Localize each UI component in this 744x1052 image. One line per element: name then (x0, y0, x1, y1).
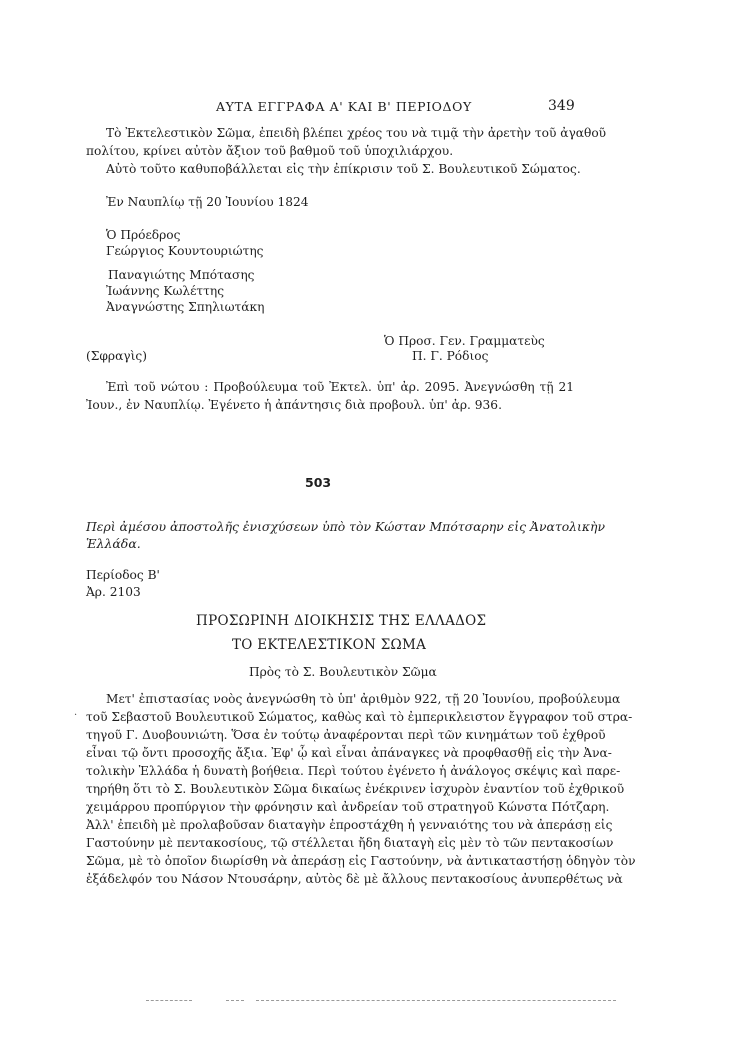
seal-note: (Σφραγὶς) (86, 349, 147, 363)
body-line-6: τηρήθη ὅτι τὸ Σ. Βουλευτικὸν Σῶμα δικαίως ἐνέκρινεν ἰσχυρὸν ἐναντίον τοῦ ἐχθρικοῦ (86, 782, 625, 796)
subject-line1: Περὶ ἀμέσου ἀποστολῆς ἐνισχύσεων ὑπὸ τὸν Κώσταν Μπότσαρην εἰς Ἀνατολικὴν (86, 519, 605, 534)
addressee-line: Πρὸς τὸ Σ. Βουλευτικὸν Σῶμα (249, 665, 437, 679)
running-header-title: ΑΥΤΑ ΕΓΓΡΑΦΑ Α' ΚΑΙ Β' ΠΕΡΙΟΔΟΥ (216, 99, 472, 114)
body-line-10: Σῶμα, μὲ τὸ ὁποῖον διωρίσθη νὰ ἀπεράσῃ εἰς Γαστούνην, νὰ ἀντικαταστήσῃ ὁδηγὸν τὸν (86, 854, 636, 868)
scan-artifact-line-3 (256, 1000, 616, 1001)
member-name-1: Παναγιώτης Μπότασης (108, 268, 255, 282)
body-line-1: Μετ' ἐπιστασίας νοὸς ἀνεγνώσθη τὸ ὑπ' ἀριθμὸν 922, τῇ 20 Ἰουνίου, προβούλευμα (106, 692, 621, 706)
member-name-3: Ἀναγνώστης Σπηλιωτάκη (106, 300, 265, 314)
body-line-11: ἐξάδελφόν του Νάσον Ντουσάρην, αὐτὸς δὲ μὲ ἄλλους πεντακοσίους ἀνυπερθέτως νὰ (86, 872, 623, 886)
president-name: Γεώργιος Κουντουριώτης (106, 244, 264, 258)
margin-mark: · (74, 710, 78, 721)
secretary-name: Π. Γ. Ρόδιος (412, 349, 489, 363)
body-line-8: Ἀλλ' ἐπειδὴ μὲ προλαβοῦσαν διαταγὴν ἐπροστάχθη ἡ γενναιότης του νὰ ἀπεράσῃ εἰς (86, 818, 613, 832)
page-number: 349 (548, 98, 575, 114)
heading-government: ΠΡΟΣΩΡΙΝΗ ΔΙΟΙΚΗΣΙΣ ΤΗΣ ΕΛΛΑΔΟΣ (196, 613, 487, 629)
period-label: Περίοδος Β' (86, 568, 160, 582)
president-title: Ὁ Πρόεδρος (106, 228, 181, 242)
prev-para2: Αὐτὸ τοῦτο καθυποβάλλεται εἰς τὴν ἐπίκρισιν τοῦ Σ. Βουλευτικοῦ Σώματος. (106, 162, 581, 176)
body-line-7: χειμάρρου προπύργιον τὴν φρόνησιν καὶ ἀνδρείαν τοῦ στρατηγοῦ Κώνστα Πότζαρη. (86, 800, 610, 814)
member-name-2: Ἰωάννης Κωλέττης (106, 284, 225, 298)
prev-date-line: Ἐν Ναυπλίῳ τῇ 20 Ἰουνίου 1824 (106, 195, 309, 209)
body-line-9: Γαστούνην μὲ πεντακοσίους, τῷ στέλλεται ἤδη διαταγὴ εἰς μὲν τὸ τῶν πεντακοσίων (86, 836, 614, 850)
secretary-title: Ὁ Προσ. Γεν. Γραμματεὺς (384, 334, 545, 348)
document-number: 503 (305, 475, 332, 490)
subject-line2: Ἑλλάδα. (86, 536, 141, 551)
body-line-2: τοῦ Σεβαστοῦ Βουλευτικοῦ Σώματος, καθὼς καὶ τὸ ἐμπερικλειστον ἔγγραφον τοῦ στρα- (86, 710, 633, 724)
scan-artifact-line-2 (226, 1000, 244, 1001)
body-line-5: τολικὴν Ἑλλάδα ἡ δυνατὴ βοήθεια. Περὶ τούτου ἐγένετο ἡ ἀνάλογος σκέψις καὶ παρε- (86, 764, 621, 778)
scan-artifact-line-1 (146, 1000, 192, 1001)
reference-number: Ἀρ. 2103 (86, 585, 141, 599)
heading-executive-body: ΤΟ ΕΚΤΕΛΕΣΤΙΚΟΝ ΣΩΜΑ (232, 637, 427, 653)
prev-para1-line2: πολίτου, κρίνει αὐτὸν ἄξιον τοῦ βαθμοῦ τοῦ ὑποχιλιάρχου. (86, 144, 454, 158)
prev-para1-line1: Τὸ Ἐκτελεστικὸν Σῶμα, ἐπειδὴ βλέπει χρέος του νὰ τιμᾷ τὴν ἀρετὴν τοῦ ἀγαθοῦ (106, 126, 607, 140)
verso-note-line1: Ἐπὶ τοῦ νώτου : Προβούλευμα τοῦ Ἐκτελ. ὑπ' ἀρ. 2095. Ἀνεγνώσθη τῇ 21 (106, 380, 574, 394)
body-line-4: εἶναι τῷ ὄντι προσοχῆς ἄξια. Ἐφ' ᾧ καὶ εἶναι ἀπάναγκες νὰ προφθασθῇ εἰς τὴν Ἀνα- (86, 746, 612, 760)
body-line-3: τηγοῦ Γ. Δυοβουνιώτη. Ὅσα ἐν τούτῳ ἀναφέρονται περὶ τῶν κινημάτων τοῦ ἐχθροῦ (86, 728, 606, 742)
verso-note-line2: Ἰουν., ἐν Ναυπλίῳ. Ἐγένετο ἡ ἀπάντησις διὰ προβουλ. ὑπ' ἀρ. 936. (86, 398, 502, 412)
